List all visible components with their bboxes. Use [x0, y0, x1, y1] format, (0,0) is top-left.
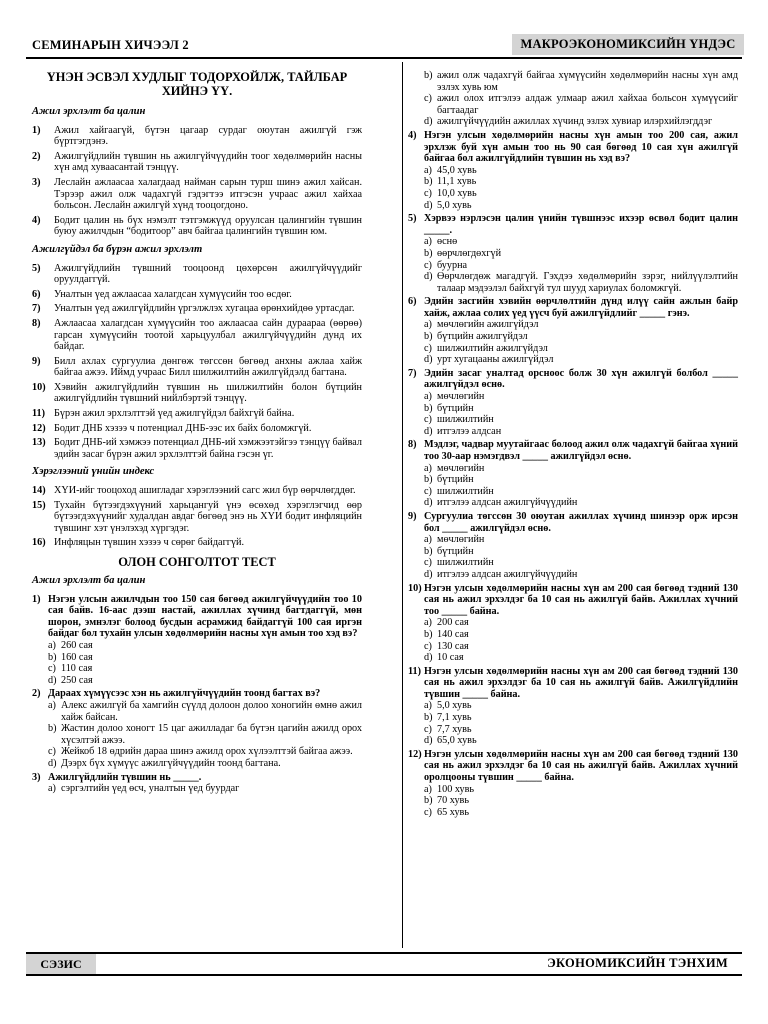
question-item — [408, 511, 738, 534]
option-letter: d) — [48, 757, 57, 769]
option-text: итгэлээ алдсан ажилгүйчүүдийн — [437, 497, 578, 509]
question-number: 10) — [408, 582, 422, 594]
statement-number: 3) — [32, 176, 41, 188]
option-letter: a) — [424, 700, 432, 712]
answer-option — [408, 629, 738, 641]
answer-option — [408, 260, 738, 272]
option-letter: c) — [424, 414, 432, 426]
answer-option — [408, 426, 738, 438]
statement-number: 8) — [32, 317, 41, 329]
answer-option — [32, 783, 362, 795]
option-text: бүтцийн ажилгүйдэл — [437, 331, 528, 343]
answer-option — [408, 176, 738, 188]
right-column — [408, 70, 738, 820]
option-letter: b) — [424, 176, 433, 188]
option-letter: b) — [48, 651, 57, 663]
question-item — [408, 439, 738, 462]
answer-option — [32, 652, 362, 664]
question-number: 1) — [32, 593, 41, 605]
option-text: 70 хувь — [437, 795, 469, 807]
option-letter: d) — [424, 199, 433, 211]
left-questions — [32, 594, 362, 795]
question-options — [408, 700, 738, 746]
option-text: өснө — [437, 236, 458, 248]
option-text: 140 сая — [437, 628, 469, 640]
statement-item — [32, 151, 362, 174]
answer-option — [408, 784, 738, 796]
statement-text: Тухайн бүтээгдэхүүний харьцангуй үнэ өсөхөд хэрэглэгчид өөр бүтээгдэхүүнийг худалдан авдаг бөгөөд энэ нь ХҮИ бодит инфляцийн түвшинг хэт үнэлэхэд хүргэдэг. — [54, 499, 362, 534]
option-letter: a) — [424, 319, 432, 331]
section-heading: Ажилгүйдэл ба бүрэн ажил эрхлэлт — [32, 243, 203, 255]
option-letter: b) — [424, 331, 433, 343]
option-text: ажил олох итгэлээ алдаж улмаар ажил хайхаа больсон хүмүүсийг багтаадаг — [437, 93, 738, 116]
statement-text: Уналтын үед ажлаасаа халагдсан хүмүүсийн тоо өсдөг. — [54, 288, 292, 300]
option-letter: c) — [424, 806, 432, 818]
right-questions — [408, 130, 738, 818]
option-text: Дээрх бүх хүмүүс ажилгүйчүүдийн тоонд багтана. — [61, 757, 281, 769]
question-text: Ажилгүйдлийн түвшин нь _____. — [48, 771, 202, 783]
question-item — [408, 666, 738, 701]
header-divider — [26, 57, 742, 59]
option-text: итгэлээ алдсан — [437, 425, 502, 437]
footer-bottom-divider — [26, 974, 742, 976]
statement-item — [32, 263, 362, 286]
statement-number: 7) — [32, 303, 41, 315]
option-text: 7,1 хувь — [437, 712, 472, 724]
statement-text: Бүрэн ажил эрхлэлттэй үед ажилгүйдэл байхгүй байна. — [54, 408, 295, 420]
statement-item — [32, 382, 362, 405]
header-course-title: СЕМИНАРЫН ХИЧЭЭЛ 2 — [32, 38, 189, 52]
option-letter: c) — [424, 342, 432, 354]
answer-option — [32, 746, 362, 758]
answer-option — [408, 354, 738, 366]
option-text: 130 сая — [437, 640, 469, 652]
statement-text: Ажилгүйдлийн түвшин нь ажилгүйчүүдийн тоог хөдөлмөрийн насны хүн амд хуваасантай тэнцүү. — [54, 150, 362, 174]
answer-option — [32, 758, 362, 770]
option-text: мөчлөгийн — [437, 462, 485, 474]
statement-number: 12) — [32, 422, 46, 434]
answer-option — [408, 236, 738, 248]
question-text: Нэгэн улсын хөдөлмөрийн насны хүн ам 200 сая бөгөөд тэдний 130 сая нь ажил эрхэлдэг ба 10 сая нь ажилгүй байв. Ажиллах хүчний тоо _____ байна. — [424, 582, 738, 617]
header-subject-title: МАКРОЭКОНОМИКСИЙН ҮНДЭС — [512, 34, 744, 55]
option-text: 45,0 хувь — [437, 164, 477, 176]
question-number: 3) — [32, 771, 41, 783]
option-text: сэргэлтийн үед өсч, уналтын үед буурдаг — [61, 783, 240, 795]
option-text: 110 сая — [61, 663, 93, 675]
option-letter: c) — [48, 746, 56, 758]
statement-item — [32, 500, 362, 535]
answer-option — [408, 165, 738, 177]
answer-option — [32, 640, 362, 652]
question-text: Нэгэн улсын хөдөлмөрийн насны хүн амын тоо 200 сая, ажил эрхлэж буй хүн амын тоо нь 90 сая бөгөөд 10 сая хүн ажилгүй байгаа бол ажилгүйдлийн түвшин нь хэд вэ? — [424, 129, 738, 165]
option-letter: a) — [424, 236, 432, 248]
answer-option — [408, 331, 738, 343]
question-options — [408, 617, 738, 663]
option-text: шилжилтийн — [437, 485, 494, 497]
option-letter: b) — [424, 247, 433, 259]
statement-text: Уналтын үед ажилгүйдлийн үргэлжлэх хугацаа өрөнхийдөө уртасдаг. — [54, 303, 355, 315]
answer-option — [408, 486, 738, 498]
option-letter: c) — [424, 93, 432, 105]
option-letter: c) — [424, 723, 432, 735]
option-text: ажилгүйчүүдийн ажиллах хүчинд эзлэх хувиар илэрхийлэгддэг — [437, 116, 713, 128]
option-letter: a) — [424, 617, 432, 629]
question-item — [32, 772, 362, 784]
answer-option — [408, 403, 738, 415]
statement-item — [32, 537, 362, 549]
option-letter: a) — [424, 462, 432, 474]
answer-option — [408, 795, 738, 807]
question-text: Дараах хүмүүсээс хэн нь ажилгүйчүүдийн тоонд багтах вэ? — [48, 688, 321, 700]
option-letter: a) — [48, 639, 56, 651]
option-letter: d) — [424, 271, 433, 283]
question-number: 2) — [32, 688, 41, 700]
option-letter: d) — [424, 735, 433, 747]
statement-text: Ажил хайгаагүй, бүтэн цагаар сурдаг оюутан ажилгүй гэж бүртгэгдэнэ. — [54, 124, 362, 148]
question-text: Нэгэн улсын хөдөлмөрийн насны хүн ам 200 сая бөгөөд тэдний 130 сая нь ажил эрхэлдэг ба 10 сая нь ажилгүй байв. Ажиллах хүчний оролцооны түвшин _____ байна. — [424, 748, 738, 784]
option-letter: c) — [424, 485, 432, 497]
statement-item — [32, 215, 362, 238]
question-options — [408, 236, 738, 294]
option-text: 11,1 хувь — [437, 176, 477, 188]
option-text: итгэлээ алдсан ажилгүйчүүдийн — [437, 568, 578, 580]
answer-option — [408, 569, 738, 581]
answer-option — [408, 700, 738, 712]
option-text: 65,0 хувь — [437, 735, 477, 747]
statement-text: ХҮИ-ийг тооцоход ашигладаг хэрэглээний сагс жил бүр өөрчлөгддөг. — [54, 485, 356, 497]
question-item — [32, 594, 362, 640]
option-text: 160 сая — [61, 651, 93, 663]
question-number: 8) — [408, 439, 417, 451]
option-text: 10,0 хувь — [437, 187, 477, 199]
statement-item — [32, 303, 362, 315]
option-letter: b) — [424, 70, 433, 81]
option-text: Өөрчлөгдөж магадгүй. Гэхдээ хөдөлмөрийн зэрэг, нийлүүлэлтийн талаар мэдээлэл байхгүй тул шууд хариулах боломжгүй. — [437, 271, 738, 294]
question-number: 4) — [408, 129, 417, 141]
statement-text: Ажилгүйдлийн түвшний тооцоонд цөхөрсөн ажилгүйчүүдийг оруулдаггүй. — [54, 262, 362, 286]
left-column — [32, 70, 362, 797]
option-letter: d) — [424, 425, 433, 437]
option-text: бүтцийн — [437, 402, 474, 414]
true-false-title: ҮНЭН ЭСВЭЛ ХУДЛЫГ ТОДОРХОЙЛЖ, ТАЙЛБАР ХИЙНЭ ҮҮ. — [46, 70, 348, 98]
option-text: мөчлөгийн — [437, 534, 485, 546]
question-item — [408, 296, 738, 319]
answer-option — [408, 116, 738, 128]
option-letter: d) — [424, 652, 433, 664]
statement-item — [32, 408, 362, 420]
question-text: Эдийн засгийн хэвийн өөрчлөлтийн дүнд илүү сайн ажлын байр хайж, ажлаа солих үед үүсч буй ажилгүйдлийг _____ гэнэ. — [424, 296, 738, 319]
true-false-sections — [32, 106, 362, 549]
answer-option — [32, 723, 362, 746]
option-text: Жейкоб 18 өдрийн дараа шинэ ажилд орох хүлээлттэй байгаа ажээ. — [61, 746, 353, 758]
option-letter: a) — [424, 534, 432, 546]
question-item — [408, 213, 738, 236]
answer-option — [408, 712, 738, 724]
statement-item — [32, 289, 362, 301]
column-divider — [402, 62, 403, 948]
question-options — [408, 784, 738, 819]
answer-option — [32, 700, 362, 723]
option-text: 5,0 хувь — [437, 199, 472, 211]
statement-number: 6) — [32, 288, 41, 300]
question-number: 11) — [408, 665, 422, 677]
answer-option — [408, 343, 738, 355]
answer-option — [408, 414, 738, 426]
option-letter: b) — [424, 712, 433, 724]
option-text: шилжилтийн — [437, 414, 494, 426]
section-heading: Ажил эрхлэлт ба цалин — [32, 106, 146, 117]
option-text: 250 сая — [61, 674, 93, 686]
option-text: мөчлөгийн — [437, 391, 485, 403]
answer-option — [408, 93, 738, 116]
statement-text: Ажлаасаа халагдсан хүмүүсийн тоо ажлаасаа сайн дураараа (өөрөө) гарсан хүмүүсийн тоотой харьцуулбал ажилгүйчүүдийн дунд их байдаг. — [54, 317, 362, 353]
question-options — [408, 165, 738, 211]
section-heading: Хэрэглээний үнийн индекс — [32, 466, 155, 478]
question-text: Сургуулиа төгссөн 30 оюутан ажиллах хүчинд шинээр орж ирсэн бол _____ ажилгүйдэл өснө. — [424, 510, 738, 534]
question-options — [408, 463, 738, 509]
answer-option — [408, 652, 738, 664]
question-item — [408, 130, 738, 165]
statement-number: 11) — [32, 408, 46, 420]
question-text: Мэдлэг, чадвар муутайгаас болоод ажил олж чадахгүй байгаа хүний тоо 30-аар нэмэгдвэл _____ ажилгүйдэл өснө. — [424, 439, 738, 462]
footer-divider — [26, 952, 742, 954]
statement-text: Инфляцын түвшин хэзээ ч сөрөг байдаггүй. — [54, 537, 245, 549]
answer-option — [408, 534, 738, 546]
statement-item — [32, 177, 362, 212]
statement-number: 1) — [32, 124, 41, 136]
option-text: 200 сая — [437, 617, 469, 629]
option-letter: d) — [424, 354, 433, 366]
question-number: 6) — [408, 296, 417, 308]
option-text: буурна — [437, 259, 468, 271]
option-text: шилжилтийн ажилгүйдэл — [437, 342, 548, 354]
option-letter: a) — [424, 391, 432, 403]
statement-item — [32, 485, 362, 497]
statement-number: 5) — [32, 262, 41, 274]
option-text: 65 хувь — [437, 806, 469, 818]
option-letter: a) — [48, 783, 56, 795]
option-letter: a) — [424, 783, 432, 795]
question-options — [408, 391, 738, 437]
question-options — [408, 534, 738, 580]
answer-option — [32, 663, 362, 675]
statement-item — [32, 125, 362, 148]
option-letter: b) — [424, 474, 433, 486]
question-options — [408, 319, 738, 365]
answer-option — [408, 248, 738, 260]
question-options — [32, 640, 362, 686]
answer-option — [408, 474, 738, 486]
answer-option — [408, 617, 738, 629]
option-letter: b) — [424, 402, 433, 414]
option-letter: b) — [424, 545, 433, 557]
option-letter: b) — [48, 723, 57, 735]
option-letter: d) — [48, 674, 57, 686]
option-letter: c) — [424, 640, 432, 652]
option-letter: a) — [424, 164, 432, 176]
statement-number: 15) — [32, 499, 46, 511]
continued-options — [408, 70, 738, 128]
statement-number: 16) — [32, 537, 46, 549]
option-text: 100 хувь — [437, 783, 475, 795]
statement-number: 2) — [32, 150, 41, 162]
question-options — [32, 700, 362, 770]
option-text: Жастин долоо хоногт 15 цаг ажилладаг ба бүтэн цагийн ажилд орох хүсэлтэй ажээ. — [61, 723, 362, 746]
answer-option — [408, 546, 738, 558]
question-text: Эдийн засаг уналтад орсноос болж 30 хүн ажилгүй болбол _____ ажилгүйдэл өснө. — [424, 367, 738, 391]
question-item — [408, 583, 738, 618]
option-text: ажил олж чадахгүй байгаа хүмүүсийн хөдөлмөрийн насны хүн амд эзлэх хувь юм — [437, 70, 738, 93]
question-text: Хэрвээ нэрлэсэн цалин үнийн түвшнээс ихээр өсвөл бодит цалин _____. — [424, 213, 738, 236]
question-number: 9) — [408, 510, 417, 522]
answer-option — [408, 557, 738, 569]
answer-option — [408, 724, 738, 736]
option-text: 7,7 хувь — [437, 723, 472, 735]
footer-university: СЭЗИС — [26, 954, 96, 975]
statement-item — [32, 423, 362, 435]
statement-number: 9) — [32, 355, 41, 367]
question-number: 7) — [408, 367, 417, 379]
answer-option — [408, 319, 738, 331]
option-text: шилжилтийн — [437, 557, 494, 569]
option-text: 10 сая — [437, 652, 464, 664]
question-number: 5) — [408, 213, 417, 225]
option-letter: c) — [424, 557, 432, 569]
footer-department: ЭКОНОМИКСИЙН ТЭНХИМ — [547, 956, 728, 970]
option-text: Алекс ажилгүй ба хамгийн сүүлд долоон долоо хоногийн өмнө ажил хайж байсан. — [61, 699, 362, 723]
option-letter: c) — [424, 187, 432, 199]
answer-option — [408, 200, 738, 212]
answer-option — [408, 735, 738, 747]
option-letter: a) — [48, 699, 56, 711]
question-options — [32, 783, 362, 795]
answer-option — [408, 463, 738, 475]
statement-item — [32, 356, 362, 379]
option-letter: d) — [424, 568, 433, 580]
statement-number: 4) — [32, 214, 41, 226]
answer-option — [408, 271, 738, 294]
option-text: бүтцийн — [437, 474, 474, 486]
option-letter: d) — [424, 497, 433, 509]
statement-text: Бодит цалин нь бүх нэмэлт тэтгэмжүүд оруулсан цалингийн түвшин буюу ажилчдын “бодитоор” авч байгаа цалингийн түвшин юм. — [54, 214, 362, 238]
option-letter: b) — [424, 628, 433, 640]
question-number: 12) — [408, 748, 422, 760]
statement-text: Бодит ДНБ хэзээ ч потенциал ДНБ-ээс их байх боломжгүй. — [54, 422, 312, 434]
question-item — [408, 368, 738, 391]
statement-text: Хэвийн ажилгүйдлийн түвшин нь шилжилтийн болон бүтцийн ажилгүйдлийн түвшний нийлбэртэй тэнцүү. — [54, 381, 362, 405]
option-text: урт хугацааны ажилгүйдэл — [437, 354, 554, 366]
option-text: бүтцийн — [437, 545, 474, 557]
question-item — [408, 749, 738, 784]
statement-text: Бодит ДНБ-ий хэмжээ потенциал ДНБ-ий хэмжээтэйгээ тэнцүү байвал эдийн засаг бүрэн ажил эрхлэлттэй байна гэсэн үг. — [54, 437, 363, 460]
answer-option — [408, 641, 738, 653]
mc-section-heading: Ажил эрхлэлт ба цалин — [32, 575, 146, 586]
answer-option — [408, 188, 738, 200]
answer-option — [408, 391, 738, 403]
question-item — [32, 688, 362, 700]
question-text: Нэгэн улсын хөдөлмөрийн насны хүн ам 200 сая бөгөөд тэдний 130 сая нь ажил эрхэлдэг ба 10 сая нь ажилгүй байв. Ажилгүйдлийн түвшин _____ байна. — [424, 665, 738, 700]
answer-option — [408, 807, 738, 819]
statement-number: 14) — [32, 485, 46, 497]
option-text: 5,0 хувь — [437, 700, 472, 712]
option-text: өөрчлөгдөхгүй — [437, 247, 502, 259]
statement-item — [32, 318, 362, 353]
option-text: 260 сая — [61, 639, 93, 651]
answer-option — [408, 70, 738, 93]
option-text: мөчлөгийн ажилгүйдэл — [437, 319, 539, 331]
option-letter: c) — [424, 259, 432, 271]
option-letter: c) — [48, 663, 56, 675]
statement-item — [32, 437, 362, 460]
statement-text: Билл ахлах сургуулиа дөнгөж төгссөн бөгөөд анхны ажлаа хайж байгаа ажээ. Иймд учраас Билл шилжилтийн ажилгүйдэлд багтана. — [54, 355, 362, 379]
option-letter: b) — [424, 795, 433, 807]
statement-number: 13) — [32, 437, 46, 449]
statement-text: Леслайн ажлаасаа халагдаад найман сарын турш шинэ ажил хайсан. Тэрээр ажил олж чадахгүй гэдэгтээ итгэсэн учраас ажил хайхаа больсон. Леслайн ажилгүй хүнд тооцогдоно. — [54, 176, 362, 212]
answer-option — [408, 497, 738, 509]
statement-number: 10) — [32, 381, 46, 393]
answer-option — [32, 675, 362, 687]
option-letter: d) — [424, 116, 433, 128]
multiple-choice-title: ОЛОН СОНГОЛТОТ ТЕСТ — [118, 555, 276, 569]
question-text: Нэгэн улсын ажилчдын тоо 150 сая бөгөөд ажилгүйчүүдийн тоо 10 сая байв. 16-аас дээш настай, ажиллах хүчинд багтдаггүй, мөн шорон, эмнэлэг болоод бусдын асрамжид байдаггүй 100 сая иргэн байдаг бол тухайн улсын хөдөлмөрийн насны хүн амын тоо хэд вэ? — [48, 593, 362, 640]
